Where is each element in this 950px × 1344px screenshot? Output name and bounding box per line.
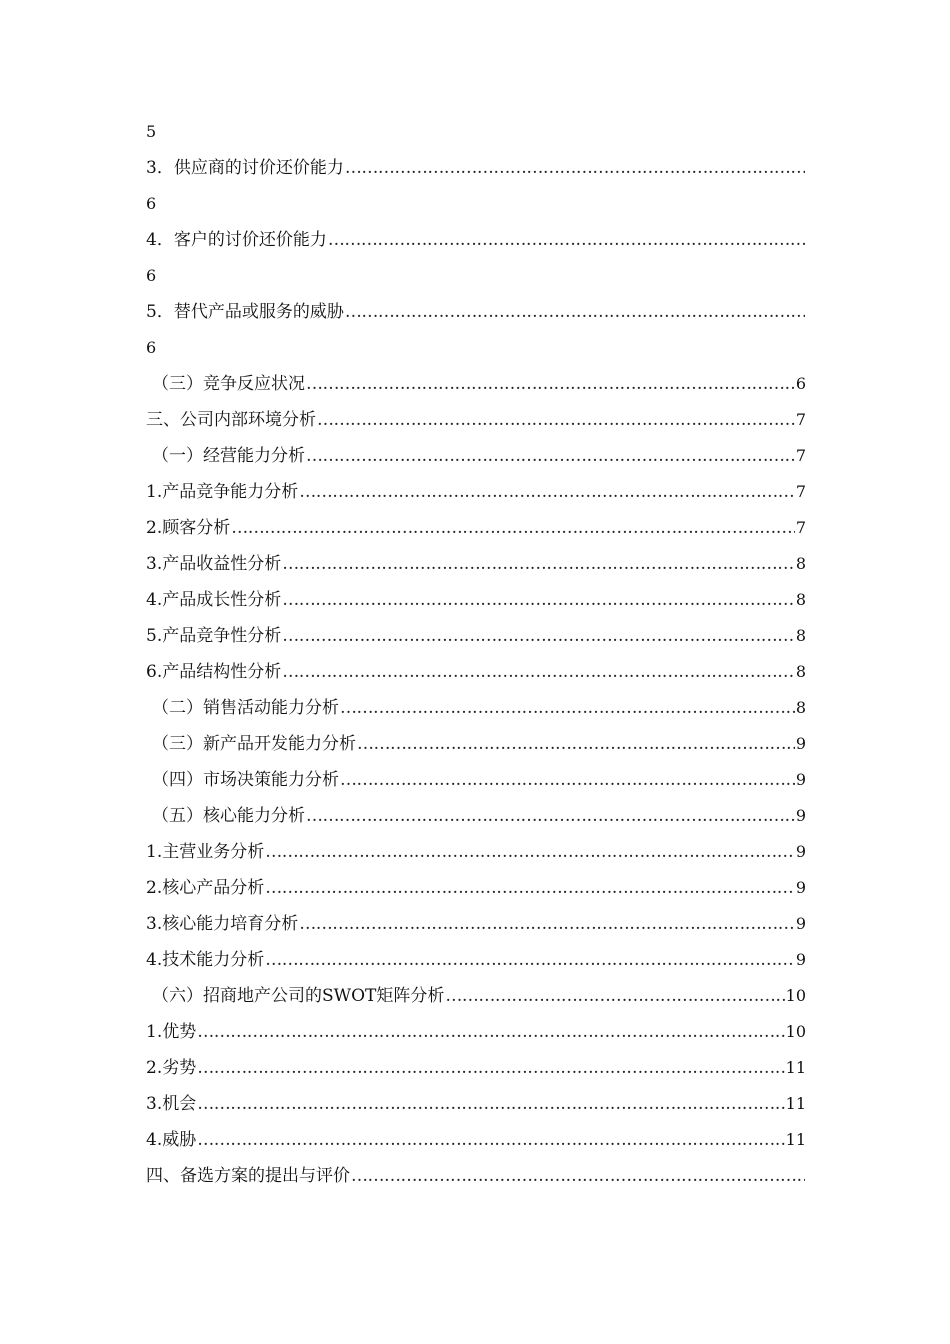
toc-dot-leader — [265, 870, 795, 906]
toc-entry[interactable] — [146, 510, 806, 546]
toc-entry-page: 9 — [795, 770, 806, 789]
toc-entry-title: （二）销售活动能力分析 — [152, 698, 339, 718]
toc-entry[interactable] — [146, 294, 806, 330]
toc-dot-leader — [282, 546, 795, 582]
toc-entry[interactable] — [146, 474, 806, 510]
toc-page-number: 6 — [146, 338, 157, 357]
toc-entry-title: 1.产品竞争能力分析 — [146, 482, 299, 502]
toc-entry[interactable] — [146, 222, 806, 258]
toc-entry[interactable] — [146, 366, 806, 402]
toc-entry-page: 10 — [785, 986, 806, 1005]
toc-entry-title: （三）竞争反应状况 — [152, 374, 305, 394]
toc-entry-title: （五）核心能力分析 — [152, 806, 305, 826]
toc-entry[interactable] — [146, 546, 806, 582]
toc-entry[interactable] — [146, 870, 806, 906]
toc-entry[interactable] — [146, 438, 806, 474]
toc-entry[interactable] — [146, 582, 806, 618]
toc-entry-page: 8 — [795, 662, 806, 681]
toc-entry[interactable] — [146, 978, 806, 1014]
toc-dot-leader — [265, 834, 795, 870]
toc-entry-page: 7 — [795, 518, 806, 537]
toc-dot-leader — [197, 1050, 784, 1086]
toc-entry-page: 9 — [795, 878, 806, 897]
toc-dot-leader — [197, 1086, 784, 1122]
toc-dot-leader — [282, 582, 795, 618]
toc-dot-leader — [351, 1158, 805, 1194]
toc-entry[interactable] — [146, 1122, 806, 1158]
toc-entry-title: （六）招商地产公司的SWOT矩阵分析 — [152, 986, 445, 1006]
toc-dot-leader — [282, 618, 795, 654]
toc-entry-title: 1.主营业务分析 — [146, 842, 265, 862]
toc-entry-title: 4.威胁 — [146, 1130, 197, 1150]
toc-entry-page: 9 — [795, 806, 806, 825]
toc-entry-page: 8 — [795, 626, 806, 645]
toc-entry-title: 2.核心产品分析 — [146, 878, 265, 898]
toc-entry[interactable] — [146, 762, 806, 798]
toc-entry[interactable] — [146, 1158, 806, 1194]
toc-dot-leader — [306, 798, 795, 834]
toc-entry-title: （三）新产品开发能力分析 — [152, 734, 356, 754]
toc-entry-title: （一）经营能力分析 — [152, 446, 305, 466]
toc-entry-page: 8 — [795, 554, 806, 573]
toc-entry-page: 6 — [795, 374, 806, 393]
toc-entry-title: （四）市场决策能力分析 — [152, 770, 339, 790]
toc-page-number: 5 — [146, 122, 157, 141]
toc-entry-page: 11 — [785, 1130, 806, 1149]
toc-entry[interactable] — [146, 942, 806, 978]
toc-dot-leader — [197, 1122, 784, 1158]
toc-entry[interactable] — [146, 906, 806, 942]
toc-dot-leader — [306, 366, 795, 402]
toc-page-number: 6 — [146, 194, 157, 213]
table-of-contents — [146, 114, 806, 1194]
toc-dot-leader — [306, 438, 795, 474]
toc-entry-page: 7 — [795, 446, 806, 465]
toc-entry-title: 4．客户的讨价还价能力 — [146, 230, 327, 250]
toc-entry[interactable] — [146, 618, 806, 654]
toc-dot-leader — [197, 1014, 784, 1050]
toc-entry-title: 5.产品竞争性分析 — [146, 626, 282, 646]
toc-entry[interactable] — [146, 798, 806, 834]
toc-entry[interactable] — [146, 402, 806, 438]
toc-entry-title: 6.产品结构性分析 — [146, 662, 282, 682]
toc-entry-title: 3.机会 — [146, 1094, 197, 1114]
toc-entry[interactable] — [146, 1050, 806, 1086]
toc-dot-leader — [299, 474, 795, 510]
toc-entry-page: 11 — [785, 1058, 806, 1077]
toc-entry[interactable] — [146, 1014, 806, 1050]
toc-entry[interactable] — [146, 150, 806, 186]
toc-entry[interactable] — [146, 726, 806, 762]
toc-entry[interactable] — [146, 1086, 806, 1122]
toc-entry-title: 1.优势 — [146, 1022, 197, 1042]
toc-dot-leader — [299, 906, 795, 942]
toc-entry-title: 四、备选方案的提出与评价 — [146, 1166, 350, 1186]
toc-entry-title: 2.劣势 — [146, 1058, 197, 1078]
toc-entry-title: 3.产品收益性分析 — [146, 554, 282, 574]
toc-dot-leader — [445, 978, 784, 1014]
toc-entry-page: 9 — [795, 842, 806, 861]
toc-entry-page: 9 — [795, 734, 806, 753]
toc-dot-leader — [357, 726, 795, 762]
toc-dot-leader — [340, 762, 795, 798]
toc-entry-title: 3．供应商的讨价还价能力 — [146, 158, 344, 178]
toc-entry-page: 9 — [795, 950, 806, 969]
toc-dot-leader — [317, 402, 795, 438]
toc-dot-leader — [340, 690, 795, 726]
toc-entry-title: 4.技术能力分析 — [146, 950, 265, 970]
toc-dot-leader — [328, 222, 805, 258]
toc-entry-title: 3.核心能力培育分析 — [146, 914, 299, 934]
toc-entry-page: 8 — [795, 590, 806, 609]
toc-page-number: 6 — [146, 266, 157, 285]
toc-dot-leader — [282, 654, 795, 690]
toc-entry-title: 5．替代产品或服务的威胁 — [146, 302, 344, 322]
toc-entry-title: 4.产品成长性分析 — [146, 590, 282, 610]
toc-entry[interactable] — [146, 654, 806, 690]
toc-entry-page: 11 — [785, 1094, 806, 1113]
toc-dot-leader — [231, 510, 795, 546]
toc-dot-leader — [345, 294, 805, 330]
toc-entry[interactable] — [146, 690, 806, 726]
toc-dot-leader — [345, 150, 805, 186]
toc-entry-title: 三、公司内部环境分析 — [146, 410, 316, 430]
toc-entry-page: 10 — [785, 1022, 806, 1041]
toc-entry-title: 2.顾客分析 — [146, 518, 231, 538]
toc-entry-page: 7 — [795, 482, 806, 501]
toc-entry-page: 7 — [795, 410, 806, 429]
toc-entry[interactable] — [146, 834, 806, 870]
toc-entry-page: 8 — [795, 698, 806, 717]
toc-entry-page: 9 — [795, 914, 806, 933]
toc-dot-leader — [265, 942, 795, 978]
